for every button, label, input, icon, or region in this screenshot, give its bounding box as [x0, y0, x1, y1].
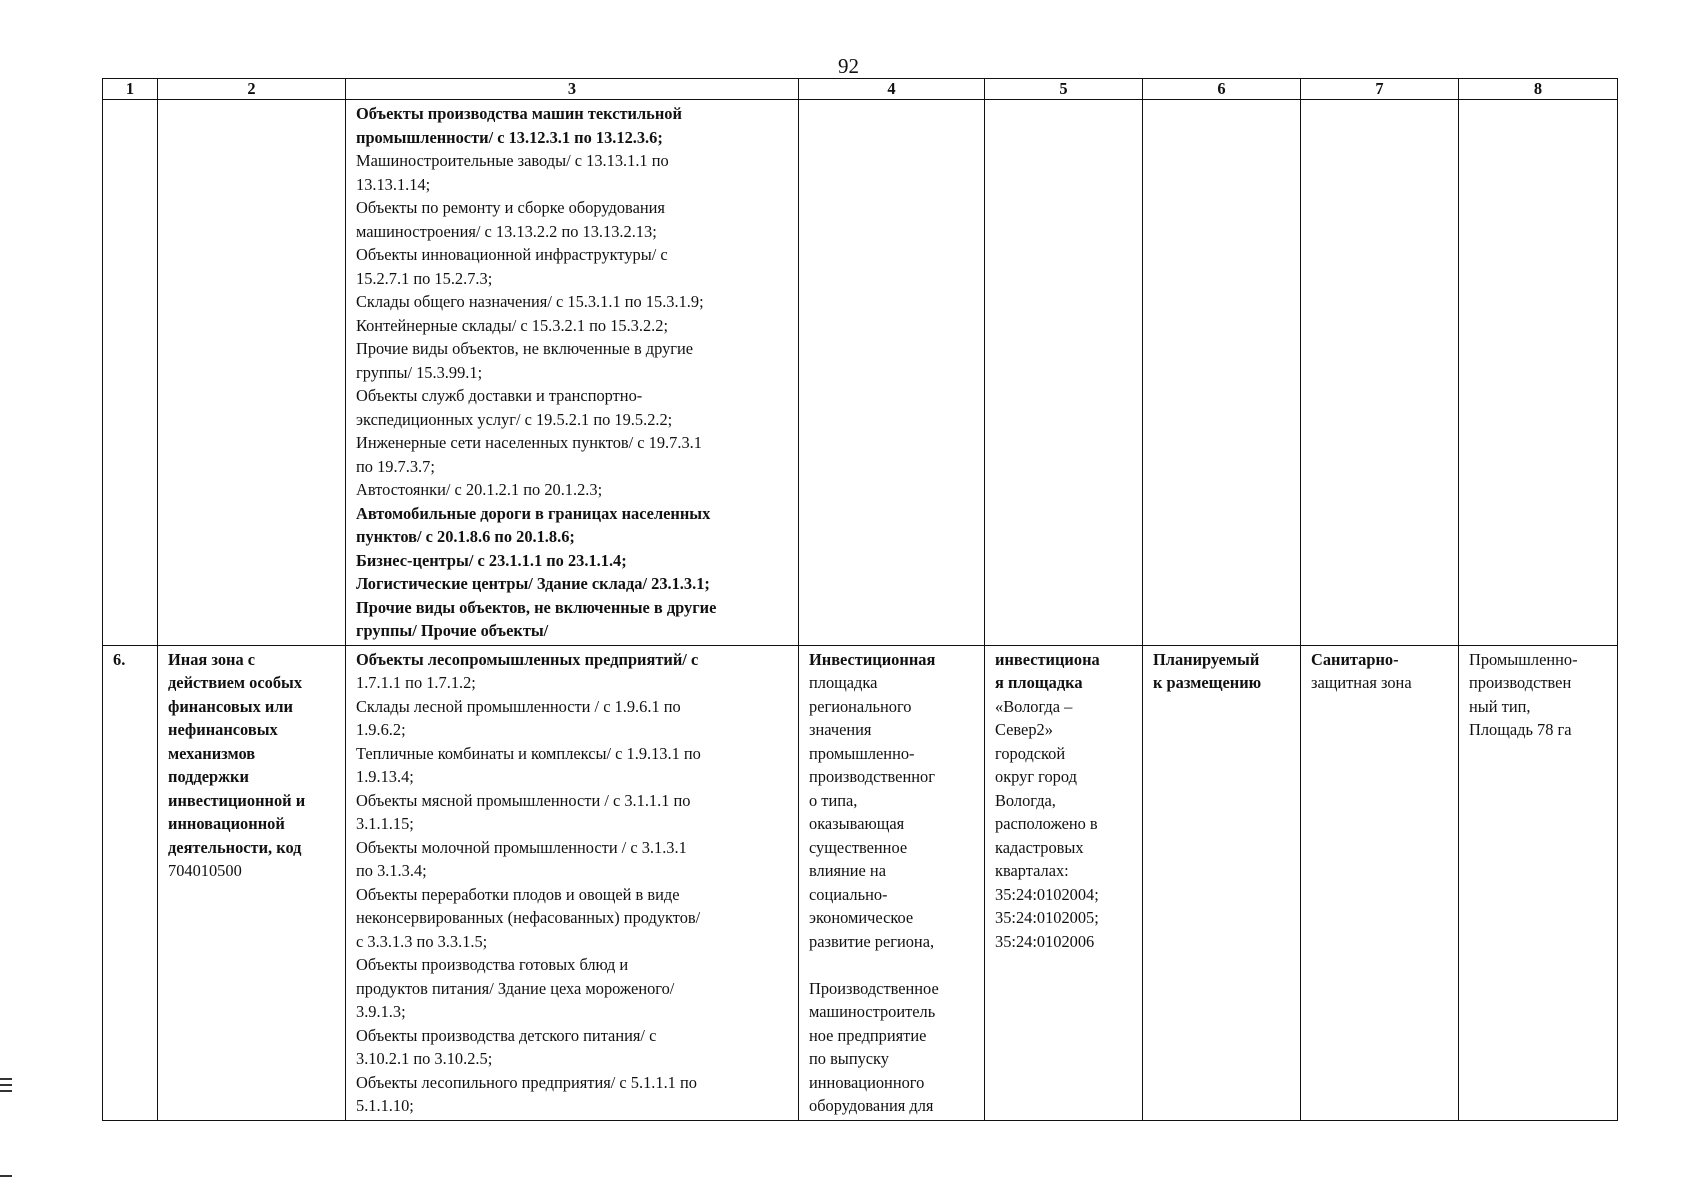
cell-text-line: 5.1.1.10;	[356, 1096, 414, 1115]
cell-text-line: поддержки	[168, 767, 249, 786]
cell-characteristics	[1459, 100, 1618, 646]
column-header: 3	[346, 79, 799, 100]
cell-text-line: продуктов питания/ Здание цеха мороженого/	[356, 978, 675, 998]
cell-text-line: ный тип,	[1469, 696, 1531, 716]
cell-text-line: с 3.3.1.3 по 3.3.1.5;	[356, 931, 488, 951]
cell-text-line: социально-	[809, 884, 888, 904]
cell-text-line: 35:24:0102004;	[995, 884, 1099, 904]
cell-text-line: «Вологда –	[995, 696, 1073, 716]
cell-text-line: производственног	[809, 767, 935, 786]
cell-text-line: инвестициона	[995, 649, 1100, 669]
cell-text-line: кварталах:	[995, 861, 1069, 880]
cell-text-line: Объекты производства готовых блюд и	[356, 955, 629, 974]
cell-text-line: расположено в	[995, 814, 1098, 833]
cell-location	[985, 645, 1143, 1120]
column-header: 7	[1301, 79, 1459, 100]
cell-text-line: 704010500	[168, 861, 242, 880]
cell-text-line: Прочие виды объектов, не включенные в другие	[356, 597, 717, 617]
cell-text-line: Объекты инновационной инфраструктуры/ с	[356, 245, 668, 264]
cell-text-line: 1.9.6.2;	[356, 720, 406, 739]
cell-objects	[346, 100, 799, 646]
cell-text-line: Вологда,	[995, 790, 1056, 810]
cell-text-line: Иная зона с	[168, 649, 256, 669]
cell-text-line: по выпуску	[809, 1049, 889, 1068]
cell-text-line: деятельности, код	[168, 837, 302, 857]
cell-text-line: промышленно-	[809, 743, 915, 763]
cell-text-line: машиностроения/ с 13.13.2.2 по 13.13.2.13;	[356, 221, 657, 241]
cell-text-line: Объекты по ремонту и сборке оборудования	[356, 198, 665, 217]
cell-text-line: механизмов	[168, 743, 256, 763]
cell-text-line: пунктов/ с 20.1.8.6 по 20.1.8.6;	[356, 527, 575, 546]
cell-text-line: Санитарно-	[1311, 649, 1399, 669]
cell-text-line: Тепличные комбинаты и комплексы/ с 1.9.13.1 по	[356, 743, 701, 763]
cell-text-line: Бизнес-центры/ с 23.1.1.1 по 23.1.1.4;	[356, 550, 627, 570]
cell-text-line: оказывающая	[809, 814, 905, 833]
page-number: 92	[838, 54, 859, 78]
cell-text-line: Инвестиционная	[809, 649, 936, 669]
cell-text-line: группы/ 15.3.99.1;	[356, 362, 483, 382]
cell-text-line: регионального	[809, 696, 912, 716]
cell-text-line: о типа,	[809, 790, 858, 810]
cell-text-line: округ город	[995, 767, 1077, 786]
cell-text-line: защитная зона	[1311, 673, 1412, 692]
cell-text-line: Машиностроительные заводы/ с 13.13.1.1 по	[356, 151, 669, 170]
cell-text-line: по 19.7.3.7;	[356, 456, 435, 476]
cell-text-line: Объекты переработки плодов и овощей в виде	[356, 884, 680, 904]
cell-text-line: экспедиционных услуг/ с 19.5.2.1 по 19.5.2.2;	[356, 409, 673, 429]
margin-mark	[0, 1084, 12, 1086]
cell-text-line: финансовых или	[168, 696, 293, 716]
cell-zones	[1301, 100, 1459, 646]
cell-text-line: Север2»	[995, 720, 1053, 739]
cell-text-line: 1.7.1.1 по 1.7.1.2;	[356, 673, 476, 692]
cell-text-line: 15.2.7.1 по 15.2.7.3;	[356, 268, 493, 288]
cell-text-line: Планируемый	[1153, 649, 1260, 669]
cell-text-line: Объекты служб доставки и транспортно-	[356, 386, 643, 405]
cell-text-line: Площадь 78 га	[1469, 720, 1572, 739]
cell-status	[1143, 100, 1301, 646]
cell-text-line: по 3.1.3.4;	[356, 861, 427, 880]
cell-description	[799, 645, 985, 1120]
cell-zones	[1301, 645, 1459, 1120]
cell-text-line: Склады общего назначения/ с 15.3.1.1 по 15.3.1.9;	[356, 292, 704, 311]
cell-number: 6.	[103, 645, 158, 1120]
cell-text-line: Производственное	[809, 978, 939, 998]
cell-text-line: инновационной	[168, 814, 285, 833]
cell-text-line: значения	[809, 720, 872, 739]
cell-text-line: я площадка	[995, 673, 1083, 692]
cell-text-line: существенное	[809, 837, 908, 857]
table-row-continued	[103, 100, 1618, 646]
column-header: 6	[1143, 79, 1301, 100]
cell-text-line: действием особых	[168, 673, 303, 692]
cell-description	[799, 100, 985, 646]
cell-text-line: Объекты лесопромышленных предприятий/ с	[356, 649, 699, 669]
cell-text-line: Объекты производства детского питания/ с	[356, 1025, 657, 1045]
document-table	[102, 78, 1618, 1121]
cell-text-line: Склады лесной промышленности / с 1.9.6.1 по	[356, 696, 681, 716]
cell-text-line: неконсервированных (нефасованных) продуктов/	[356, 908, 701, 927]
cell-text-line: Автомобильные дороги в границах населенных	[356, 503, 711, 523]
cell-text-line: Объекты молочной промышленности / с 3.1.3.1	[356, 837, 687, 857]
cell-text-line: площадка	[809, 673, 878, 692]
cell-zone-name	[158, 645, 346, 1120]
cell-text-line: городской	[995, 743, 1066, 763]
cell-text-line: промышленности/ с 13.12.3.1 по 13.12.3.6;	[356, 127, 663, 147]
cell-location	[985, 100, 1143, 646]
cell-text-line: группы/ Прочие объекты/	[356, 621, 549, 640]
margin-mark	[0, 1078, 12, 1080]
cell-status	[1143, 645, 1301, 1120]
cell-text-line: влияние на	[809, 861, 886, 880]
column-header: 8	[1459, 79, 1618, 100]
cell-text-line: Логистические центры/ Здание склада/ 23.1.3.1;	[356, 574, 710, 593]
cell-text-line: Инженерные сети населенных пунктов/ с 19.7.3.1	[356, 433, 702, 452]
cell-text-line: Объекты лесопильного предприятия/ с 5.1.1.1 по	[356, 1072, 697, 1092]
cell-text-line: 1.9.13.4;	[356, 767, 414, 786]
column-header: 4	[799, 79, 985, 100]
cell-characteristics	[1459, 645, 1618, 1120]
margin-mark	[0, 1175, 12, 1177]
table-row-6	[103, 645, 1618, 1120]
cell-text-line: 3.1.1.15;	[356, 814, 414, 833]
cell-text-line: машиностроитель	[809, 1002, 936, 1021]
cell-text-line: Объекты мясной промышленности / с 3.1.1.1 по	[356, 790, 691, 810]
cell-text-line: инвестиционной и	[168, 790, 306, 810]
cell-zone-name	[158, 100, 346, 646]
cell-text-line: экономическое	[809, 908, 914, 927]
margin-mark	[0, 1090, 12, 1092]
cell-text-line: развитие региона,	[809, 931, 935, 951]
cell-text-line: к размещению	[1153, 673, 1262, 692]
cell-text-line: Автостоянки/ с 20.1.2.1 по 20.1.2.3;	[356, 480, 603, 499]
cell-text-line: 13.13.1.14;	[356, 174, 431, 194]
cell-text-line: оборудования для	[809, 1096, 934, 1115]
cell-text-line: производствен	[1469, 673, 1572, 692]
cell-number	[103, 100, 158, 646]
column-header: 1	[103, 79, 158, 100]
column-header: 5	[985, 79, 1143, 100]
column-header: 2	[158, 79, 346, 100]
cell-text-line: 3.9.1.3;	[356, 1002, 406, 1021]
cell-objects	[346, 645, 799, 1120]
cell-text-line: нефинансовых	[168, 720, 278, 739]
cell-text-line: Объекты производства машин текстильной	[356, 104, 682, 123]
cell-text-line: Прочие виды объектов, не включенные в другие	[356, 339, 694, 358]
cell-text-line: 3.10.2.1 по 3.10.2.5;	[356, 1049, 493, 1068]
cell-text-line: 35:24:0102006	[995, 931, 1095, 951]
cell-text-line: инновационного	[809, 1072, 925, 1092]
cell-text-line: 35:24:0102005;	[995, 908, 1099, 927]
table-header-row	[103, 79, 1618, 100]
cell-text-line: Контейнерные склады/ с 15.3.2.1 по 15.3.2.2;	[356, 315, 669, 335]
cell-text-line	[809, 953, 976, 977]
cell-text-line: ное предприятие	[809, 1025, 927, 1045]
cell-text-line: Промышленно-	[1469, 649, 1578, 669]
cell-text-line: кадастровых	[995, 837, 1084, 857]
